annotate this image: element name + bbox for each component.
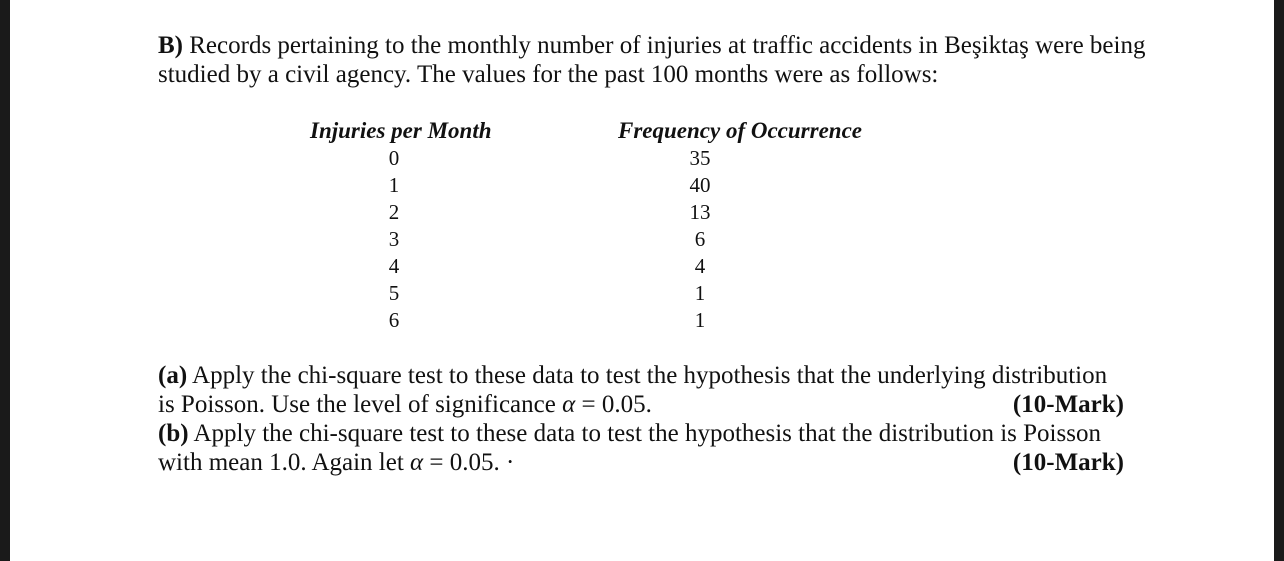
frequency-cell: 1	[694, 281, 706, 305]
frequency-cell: 6	[694, 227, 706, 251]
question-a-line-1	[158, 361, 1124, 390]
injuries-cell: 2	[388, 200, 400, 224]
problem-label: B)	[158, 32, 183, 59]
question-a-text-cont: is Poisson. Use the level of significance	[158, 391, 563, 418]
question-b-line-1	[158, 419, 1124, 448]
questions-block	[158, 361, 1124, 477]
frequency-cell: 1	[694, 308, 706, 332]
question-b-significance: = 0.05. ·	[423, 449, 515, 476]
question-a-mark: (10-Mark)	[1012, 391, 1124, 418]
question-b-mark: (10-Mark)	[1012, 449, 1124, 476]
injuries-column-header: Injuries per Month	[310, 118, 492, 143]
injuries-cell: 6	[388, 308, 400, 332]
frequency-cell: 13	[689, 200, 711, 224]
injuries-cell: 1	[388, 173, 400, 197]
question-a-line-2	[158, 390, 1124, 419]
frequency-cell: 40	[689, 173, 711, 197]
screen-edge	[1274, 0, 1284, 561]
frequency-cell: 35	[689, 146, 711, 170]
injuries-cell: 5	[388, 281, 400, 305]
question-b-line-2	[158, 448, 1124, 477]
problem-intro	[158, 31, 1148, 89]
injuries-cell: 0	[388, 146, 400, 170]
frequency-cell: 4	[694, 254, 706, 278]
question-a-text: Apply the chi-square test to these data to test the hypothesis that the underlying distribution	[192, 362, 1108, 389]
frequency-column-header: Frequency of Occurrence	[618, 118, 863, 143]
injuries-cell: 4	[388, 254, 400, 278]
question-b-text-cont: with mean 1.0. Again let	[158, 449, 411, 476]
injuries-cell: 3	[388, 227, 400, 251]
question-a-significance: = 0.05.	[575, 391, 652, 418]
document-page	[10, 0, 1274, 561]
alpha-symbol: α	[562, 391, 576, 418]
question-b-label: (b)	[158, 420, 189, 447]
question-a-label: (a)	[158, 362, 188, 389]
alpha-symbol: α	[410, 449, 424, 476]
question-b-text: Apply the chi-square test to these data to test the hypothesis that the distribution is Poisson	[193, 420, 1101, 447]
problem-text: Records pertaining to the monthly number of injuries at traffic accidents in Beşiktaş were being studied by a civil agency. The values for the past 100 months were as follows:	[158, 32, 1146, 88]
